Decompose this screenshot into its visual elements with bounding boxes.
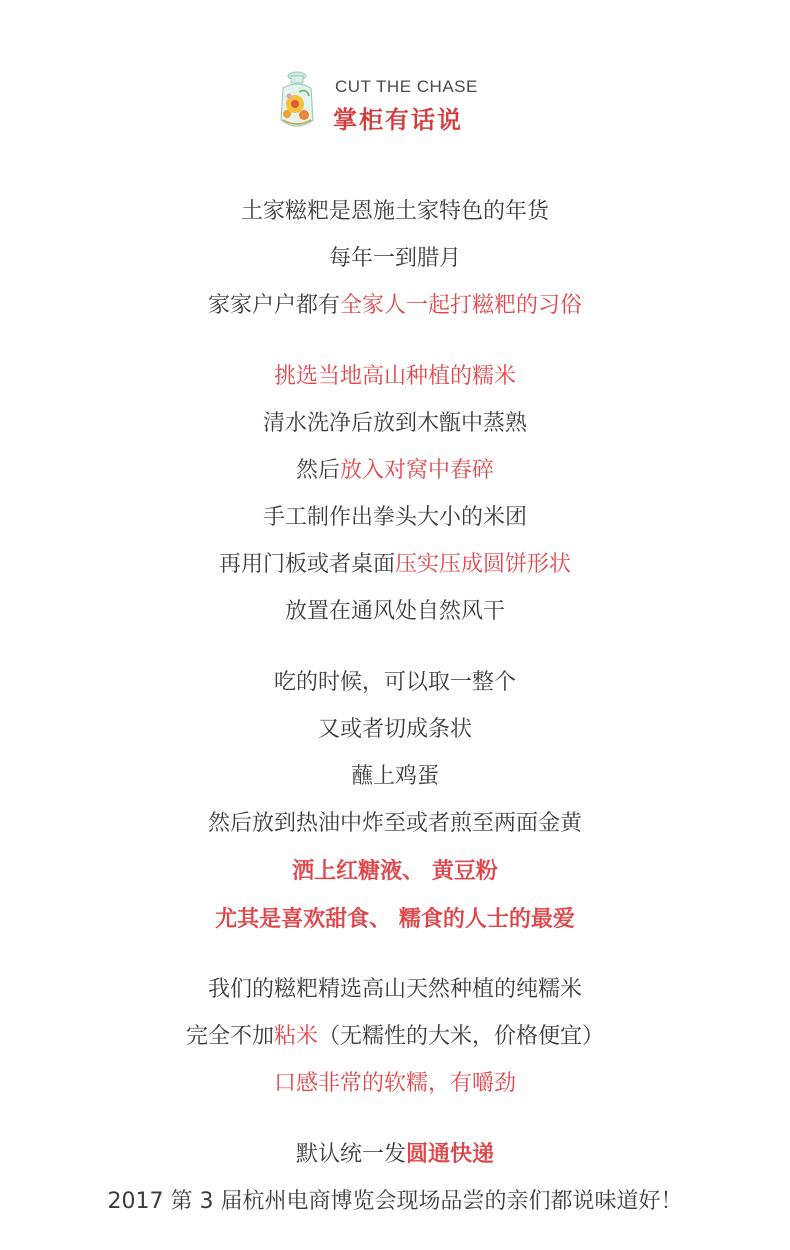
- text-line: 蘸上鸡蛋: [350, 764, 439, 789]
- highlight-line: 挑选当地高山种植的糯米: [273, 364, 516, 389]
- text-line: 又或者切成条状: [317, 717, 472, 742]
- highlight-line: 口感非常的软糯，有嚼劲: [273, 1071, 516, 1096]
- text-line: 我们的糍粑精选高山天然种植的纯糯米: [207, 977, 582, 1002]
- text-line: 吃的时候，可以取一整个: [273, 670, 516, 695]
- jar-icon: [277, 70, 329, 132]
- text-line: 放置在通风处自然风干: [284, 599, 505, 624]
- highlight-text: 放入对窝中舂碎: [340, 458, 495, 483]
- text-line: 家家户户都有全家人一起打糍粑的习俗: [207, 293, 583, 318]
- highlight-line: 尤其是喜欢甜食、 糯食的人士的最爱: [215, 907, 575, 932]
- text-line: 默认统一发圆通快递: [295, 1142, 495, 1167]
- highlight-text: 压实压成圆饼形状: [395, 552, 572, 577]
- highlight-line: 洒上红糖液、 黄豆粉: [292, 859, 498, 884]
- text-line: 2017 第 3 届杭州电商博览会现场品尝的亲们都说味道好！: [107, 1189, 683, 1214]
- text-line: 土家糍粑是恩施土家特色的年货: [240, 199, 549, 224]
- highlight-text: 全家人一起打糍粑的习俗: [340, 293, 583, 318]
- text-line: 清水洗净后放到木甑中蒸熟: [262, 411, 527, 436]
- text-line: 手工制作出拳头大小的米团: [262, 505, 527, 530]
- text-line: 然后放到热油中炸至或者煎至两面金黄: [207, 811, 582, 836]
- highlight-text: 粘米: [273, 1024, 318, 1049]
- logo-english-text: CUT THE CHASE: [335, 77, 478, 96]
- logo-chinese-text: 掌柜有话说: [333, 105, 463, 134]
- text-line: 每年一到腊月: [328, 246, 461, 271]
- highlight-text: 圆通快递: [406, 1142, 495, 1167]
- text-line: 然后放入对窝中舂碎: [295, 458, 495, 483]
- text-line: 完全不加粘米（无糯性的大米，价格便宜）: [185, 1024, 605, 1049]
- brand-logo: [277, 70, 487, 132]
- text-line: 再用门板或者桌面压实压成圆饼形状: [218, 552, 572, 577]
